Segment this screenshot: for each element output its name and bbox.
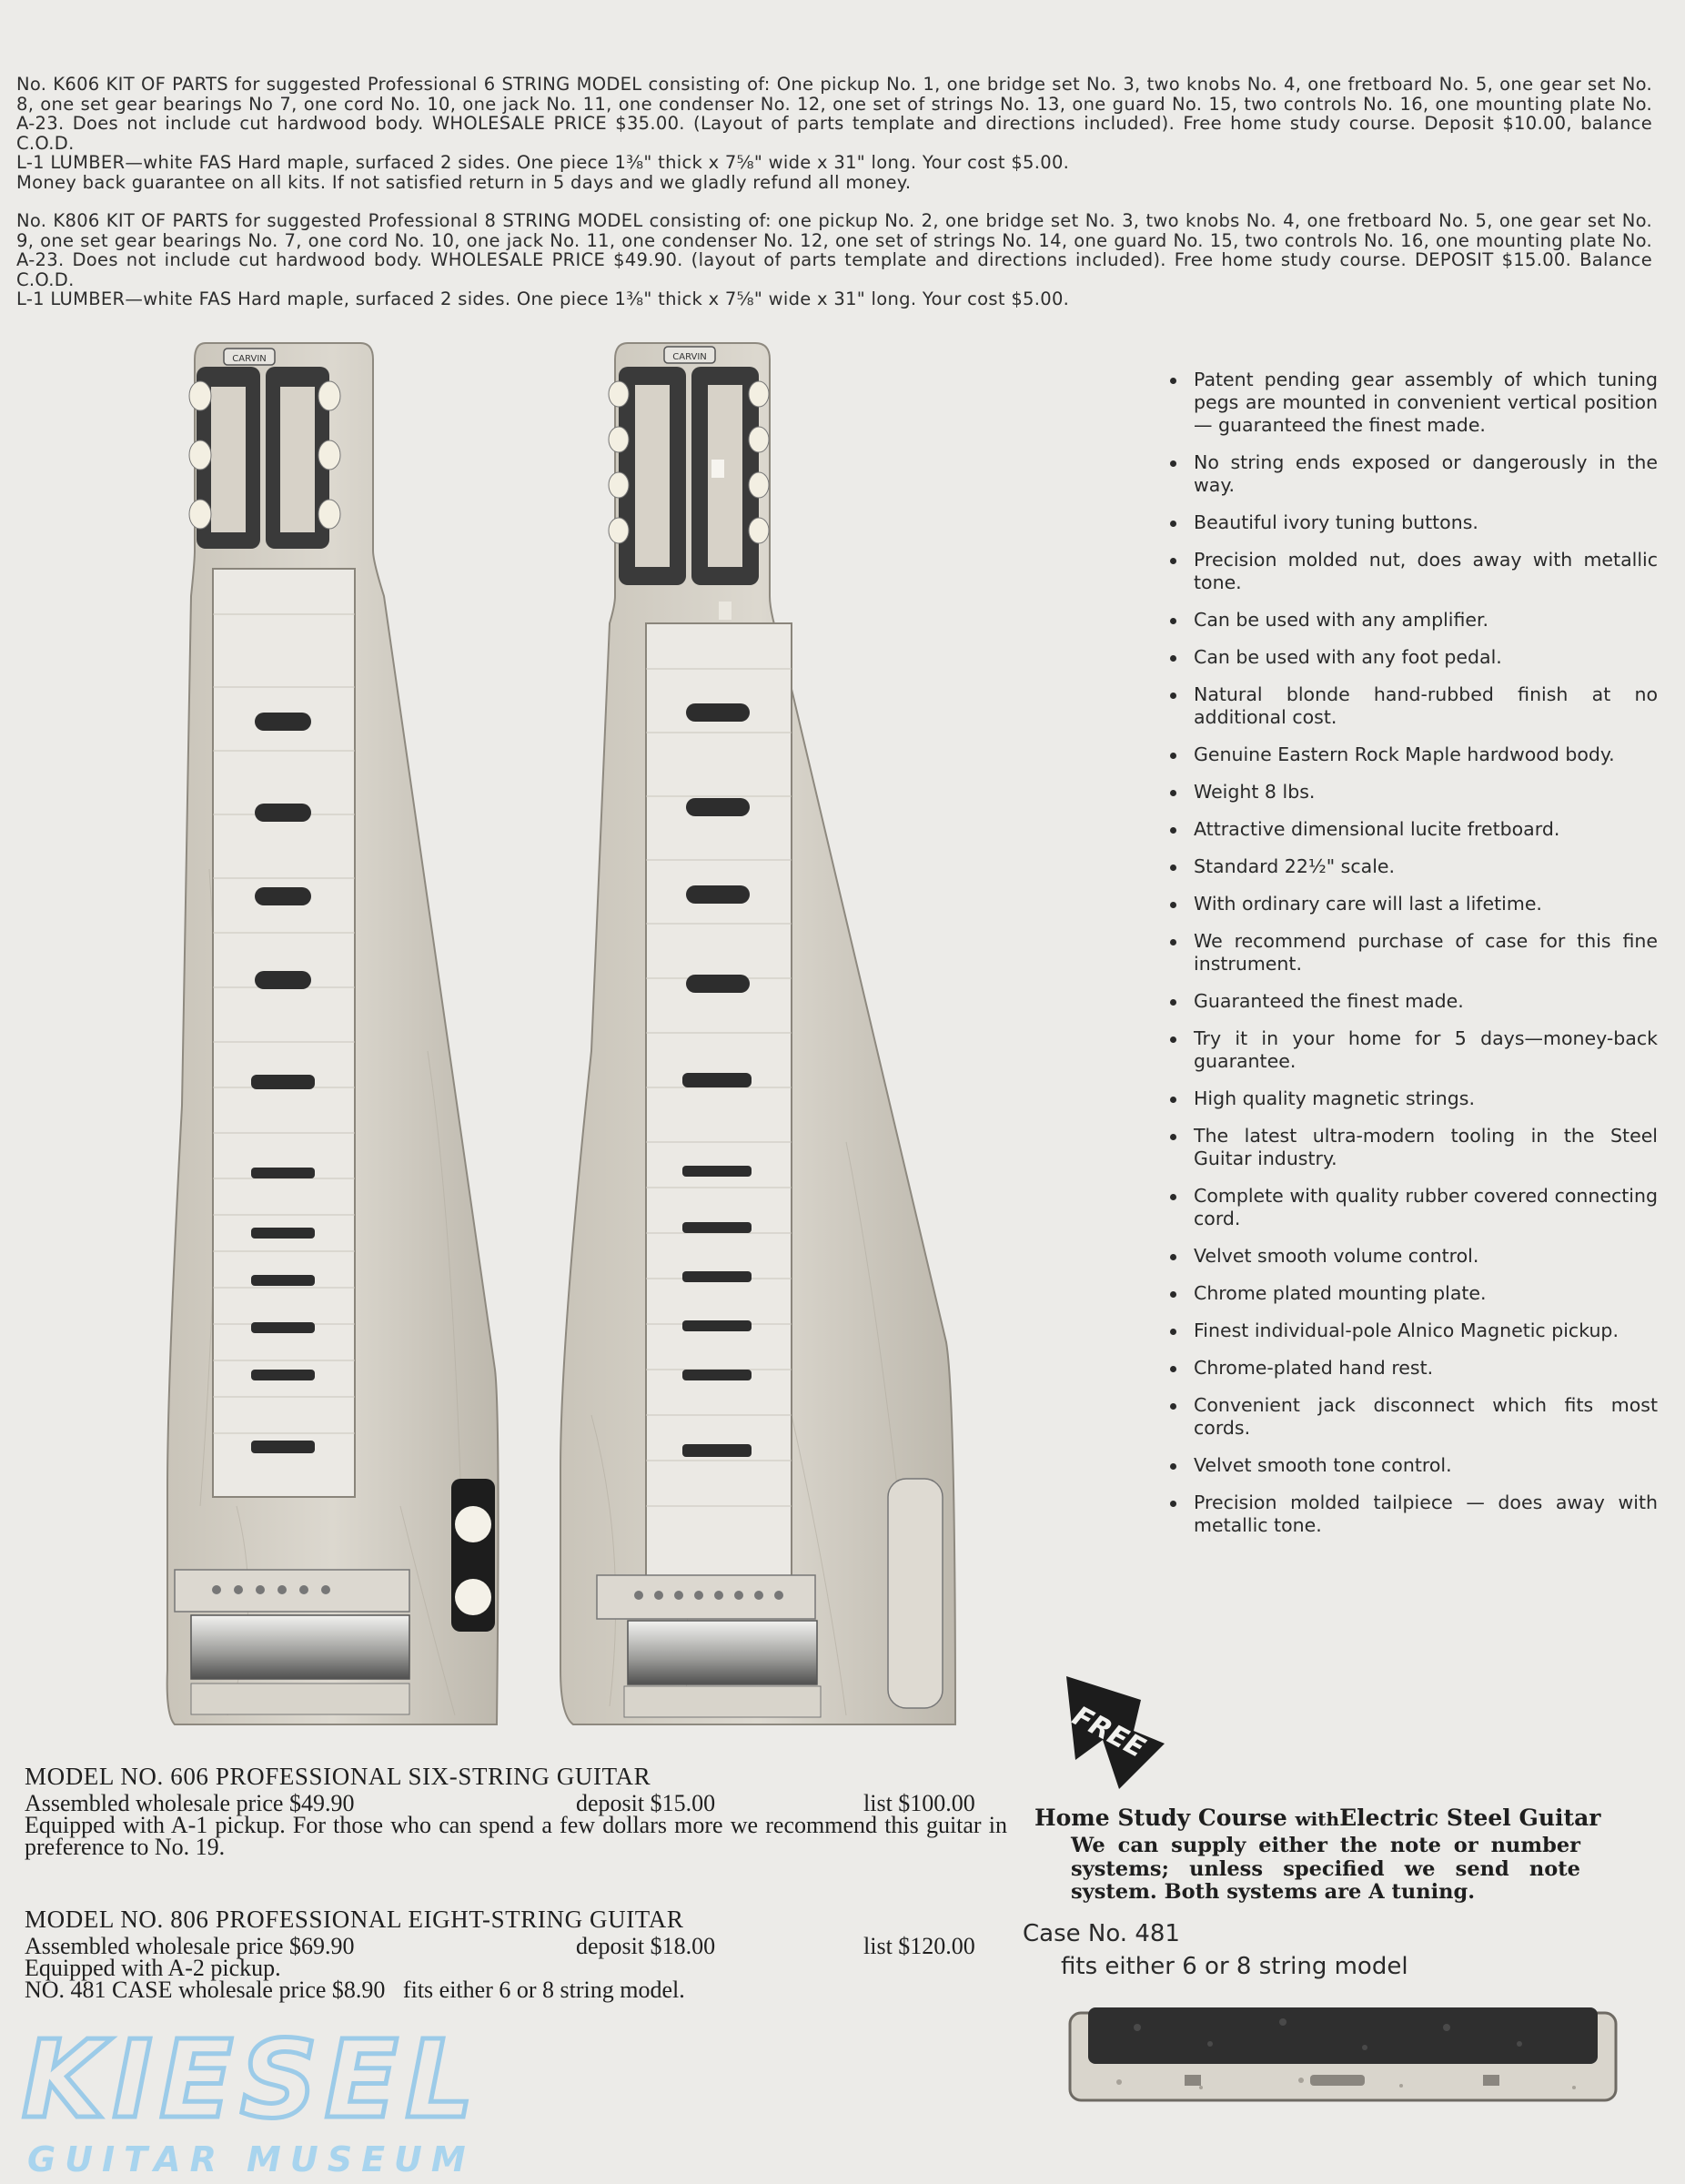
headstock-logo-606: CARVIN [232,354,267,364]
feature-item: Weight 8 lbs. [1155,781,1658,804]
kit-k606-section [16,75,1652,192]
guitar-806 [560,343,955,1724]
model-806-desc: Equipped with A-2 pickup. [25,1955,281,1981]
feature-item: The latest ultra-modern tooling in the Steel Guitar industry. [1155,1125,1658,1170]
kiesel-museum-logo [18,2022,491,2179]
feature-item: Beautiful ivory tuning buttons. [1155,511,1658,534]
feature-item: Finest individual-pole Alnico Magnetic pickup. [1155,1320,1658,1342]
feature-item: No string ends exposed or dangerously in the way. [1155,451,1658,497]
model-606-price-row [25,1790,1009,1816]
kit-k606-lumber: L-1 LUMBER—white FAS Hard maple, surfaced 2 sides. One piece 1⅜" thick x 7⅝" wide x 31" long. Your cost $5.00. [16,152,1070,173]
feature-item: Standard 22½" scale. [1155,855,1658,878]
features-list [1155,369,1658,1552]
model-606-list: list $100.00 [863,1790,975,1816]
model-806-deposit: deposit $18.00 [576,1933,716,1959]
logo-sub: GUITAR MUSEUM [27,2139,475,2179]
logo-word: KIESEL [22,2022,481,2142]
home-study-title [1034,1805,1653,1831]
feature-item: Chrome-plated hand rest. [1155,1357,1658,1380]
model-806-title: MODEL NO. 806 PROFESSIONAL EIGHT-STRING GUITAR [25,1906,684,1933]
model-606-title: MODEL NO. 606 PROFESSIONAL SIX-STRING GUITAR [25,1763,651,1790]
feature-item: Precision molded tailpiece — does away with metallic tone. [1155,1491,1658,1537]
feature-item: Can be used with any amplifier. [1155,609,1658,632]
feature-item: With ordinary care will last a lifetime. [1155,893,1658,915]
model-606-section [25,1765,1009,1858]
feature-item: Velvet smooth volume control. [1155,1245,1658,1268]
feature-item: Can be used with any foot pedal. [1155,646,1658,669]
feature-item: Precision molded nut, does away with metallic tone. [1155,549,1658,594]
model-806-list: list $120.00 [863,1933,975,1959]
free-arrow-badge [1039,1673,1175,1793]
kit-k806-lumber: L-1 LUMBER—white FAS Hard maple, surfaced 2 sides. One piece 1⅜" thick x 7⅝" wide x 31" long. Your cost $5.00. [16,288,1070,309]
guitars-photo [155,323,992,1752]
case-title: Case No. 481 [1023,1920,1180,1947]
model-806-price-row [25,1933,1009,1959]
feature-item: Guaranteed the finest made. [1155,990,1658,1013]
kit-k606-paragraph: No. K606 KIT OF PARTS for suggested Professional 6 STRING MODEL consisting of: One pickup No. 1, one bridge set No. 3, two knobs No. 4, one fretboard No. 5, one gear set No. 8, one set gear bearings No 7, one cord No. 10, one jack No. 11, one condenser No. 12, one set of strings No. 13, one guard No. 15, two controls No. 16, one mounting plate No. A-23. Does not include cut hardwood body. WHOLESALE PRICE $35.00. (Layout of parts template and directions included). Free home study course. Deposit $10.00, balance C.O.D. [16,74,1652,154]
home-study-title-with: with [1295,1808,1340,1830]
home-study-body: We can supply either the note or number systems; unless specified we send note system. Both systems are A tuning. [1071,1834,1580,1904]
feature-item: We recommend purchase of case for this fine instrument. [1155,930,1658,976]
case-desc: fits either 6 or 8 string model [1061,1953,1408,1980]
feature-item: Patent pending gear assembly of which tuning pegs are mounted in convenient vertical position — guaranteed the finest made. [1155,369,1658,437]
feature-item: Velvet smooth tone control. [1155,1454,1658,1477]
model-806-section [25,1908,1009,2001]
model-606-deposit: deposit $15.00 [576,1790,716,1816]
feature-item: Natural blonde hand-rubbed finish at no additional cost. [1155,683,1658,729]
model-606-desc: Equipped with A-1 pickup. For those who can spend a few dollars more we recommend this guitar in preference to No. 19. [25,1812,1007,1860]
feature-item: Complete with quality rubber covered connecting cord. [1155,1185,1658,1230]
feature-item: Chrome plated mounting plate. [1155,1282,1658,1305]
home-study-title-b: Electric Steel Guitar [1339,1805,1601,1831]
feature-item: Genuine Eastern Rock Maple hardwood body. [1155,743,1658,766]
kit-k806-section [16,211,1652,309]
case-481-price-line: NO. 481 CASE wholesale price $8.90 fits either 6 or 8 string model. [25,1977,685,2003]
case-photo [1064,2000,1621,2108]
headstock-logo-806: CARVIN [672,352,707,362]
guitar-606 [167,343,499,1724]
feature-item: High quality magnetic strings. [1155,1087,1658,1110]
free-label: FREE [1066,1700,1151,1764]
kit-k806-paragraph: No. K806 KIT OF PARTS for suggested Professional 8 STRING MODEL consisting of: one pickup No. 2, one bridge set No. 3, two knobs No. 4, one fretboard No. 5, one gear set No. 9, one set gear bearings No. 7, one cord No. 10, one jack No. 11, one condenser No. 12, one set of strings No. 14, one guard No. 15, two controls No. 16, one mounting plate No. A-23. Does not include cut hardwood body. WHOLESALE PRICE $49.90. (layout of parts template and directions included). Free home study course. DEPOSIT $15.00. Balance C.O.D. [16,210,1652,290]
model-606-wholesale: Assembled wholesale price $49.90 [25,1790,355,1816]
feature-item: Attractive dimensional lucite fretboard. [1155,818,1658,841]
feature-item: Try it in your home for 5 days—money-back guarantee. [1155,1027,1658,1073]
model-806-wholesale: Assembled wholesale price $69.90 [25,1933,355,1959]
feature-item: Convenient jack disconnect which fits most cords. [1155,1394,1658,1440]
home-study-title-a: Home Study Course [1034,1805,1287,1831]
kit-k606-guarantee: Money back guarantee on all kits. If not satisfied return in 5 days and we gladly refund all money. [16,171,912,193]
